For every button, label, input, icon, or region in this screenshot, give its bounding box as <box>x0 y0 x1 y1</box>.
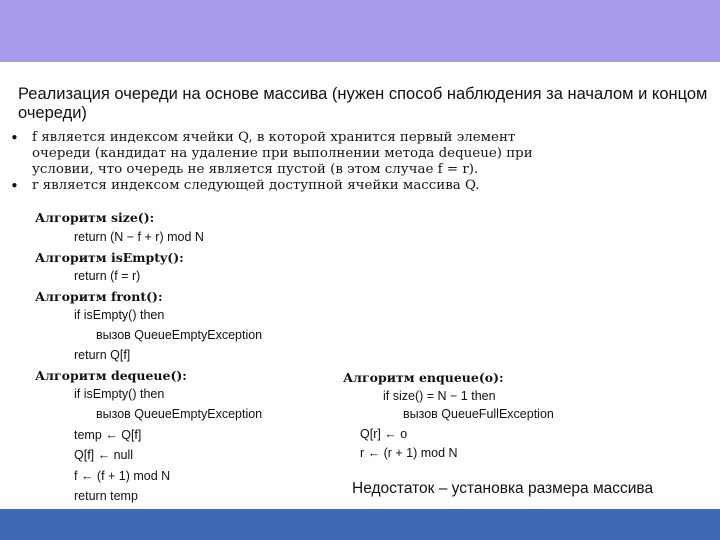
code-line: вызов QueueEmptyException <box>96 328 263 342</box>
code-line: temp ← Q[f] <box>74 428 142 442</box>
algorithm-front-header: Алгоритм front(): <box>35 289 163 304</box>
footer-band <box>0 509 720 540</box>
bullet-text-f: f является индексом ячейки Q, в которой хранится первый элемент очереди (кандидат на удаление при выполнении метода dequeue) при условии, что очередь не является пустой (в этом случае f = r). <box>32 130 533 177</box>
algorithm-isempty-header: Алгоритм isEmpty(): <box>35 250 184 265</box>
drawback-note: Недостаток – установка размера массива <box>352 480 654 497</box>
code-line: r ← (r + 1) mod N <box>360 446 458 460</box>
bullet-item-r <box>10 178 570 194</box>
code-line: if isEmpty() then <box>74 387 165 401</box>
code-line: вызов QueueEmptyException <box>96 407 263 421</box>
bullet-text-r: r является индексом следующей доступной ячейки массива Q. <box>32 178 480 193</box>
code-line: Q[r] ← o <box>360 427 408 441</box>
slide-heading: Реализация очереди на основе массива (нужен способ наблюдения за началом и концом очереди) <box>18 85 708 122</box>
bullet-list <box>10 130 570 194</box>
algorithm-size-header: Алгоритм size(): <box>35 210 155 225</box>
code-line: Q[f] ← null <box>74 448 134 462</box>
code-line: return temp <box>74 489 138 503</box>
code-line: вызов QueueFullException <box>403 407 554 421</box>
code-line: return Q[f] <box>74 348 131 362</box>
code-line: if size() = N − 1 then <box>383 389 496 403</box>
bullet-item-f <box>10 130 570 178</box>
code-line: return (f = r) <box>74 269 141 283</box>
bullet-dot: • <box>10 177 19 195</box>
algorithm-dequeue-header: Алгоритм dequeue(): <box>35 368 187 383</box>
code-line: if isEmpty() then <box>74 308 165 322</box>
algorithm-enqueue-header: Алгоритм enqueue(o): <box>343 370 504 385</box>
bullet-dot: • <box>10 129 19 147</box>
code-line: f ← (f + 1) mod N <box>74 469 171 483</box>
code-line: return (N − f + r) mod N <box>74 230 204 244</box>
title-band <box>0 0 720 62</box>
